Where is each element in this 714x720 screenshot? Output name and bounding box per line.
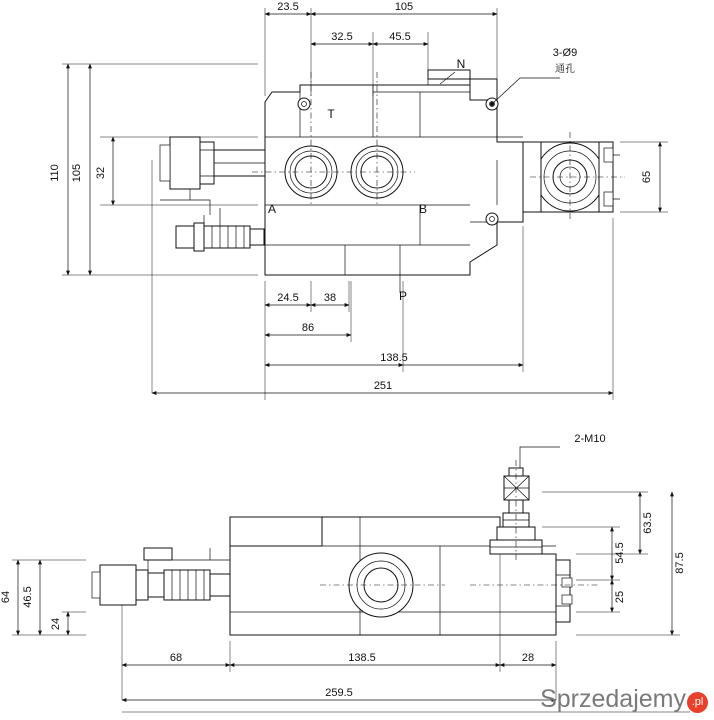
dim-635 [640,492,654,554]
left-coil-side [92,548,230,605]
dim-1385-bottom-text: 138.5 [348,652,376,664]
dim-465-text: 46.5 [22,586,34,608]
dim-105-top [311,1,497,14]
dim-38 [311,292,349,305]
dim-24 [50,612,68,635]
dim-24-text: 24 [50,617,62,631]
note-3-d9-cn: 通孔 [555,64,575,75]
dim-1385-top [265,352,523,365]
dim-1385-bottom [230,652,500,665]
extension-lines-top [265,8,497,96]
dim-28 [500,652,556,665]
dim-455-text: 45.5 [389,31,411,43]
bottom-view-group [0,433,690,712]
dim-65-text: 65 [641,170,653,184]
watermark-badge: .pl [687,692,708,713]
dim-105-left [71,64,90,275]
note-2-m10: 2-M10 [574,433,606,445]
dim-28-text: 28 [521,652,535,664]
port-label-n: N [456,57,466,71]
port-label-b: B [418,202,428,216]
dim-325-text: 32.5 [331,31,353,43]
thread-callout-leader [520,447,560,468]
watermark [540,685,708,714]
dim-110-text: 110 [49,164,61,182]
dim-235-text: 23.5 [277,1,299,13]
dim-635-text: 63.5 [642,512,654,534]
dim-251-text: 251 [373,380,393,392]
dim-110 [49,64,68,275]
dim-325 [311,31,373,44]
dim-32 [95,137,113,205]
dim-465 [22,560,40,635]
left-coil-assembly [160,137,265,251]
dim-86-text: 86 [301,322,315,334]
dim-64 [0,560,18,635]
dim-545 [612,527,626,580]
dim-86 [265,322,351,335]
dim-25-text: 25 [614,590,626,604]
port-label-a: A [267,202,277,216]
dim-68 [122,652,230,665]
dim-2595-text: 259.5 [325,687,353,699]
dim-64-text: 64 [0,590,12,604]
dim-875 [672,492,686,635]
dim-65 [620,142,668,212]
dim-105-top-text: 105 [394,1,414,13]
dim-38-text: 38 [323,292,337,304]
port-label-p: P [398,289,408,303]
dim-245 [265,292,311,305]
dim-32-text: 32 [95,166,107,180]
watermark-text: Sprzedajemy [540,685,686,713]
hole-callout-leader [490,78,560,106]
top-view-group [49,1,668,400]
dim-2595 [122,687,556,700]
dim-545-text: 54.5 [614,542,626,564]
dim-105-left-text: 105 [71,163,83,183]
dim-875-text: 87.5 [674,552,686,574]
dim-455 [373,31,428,44]
note-3-d9: 3-Ø9 [552,47,578,59]
dim-245-text: 24.5 [277,292,299,304]
dim-68-text: 68 [169,652,183,664]
port-label-t: T [327,107,335,121]
dim-235 [265,1,311,14]
dim-1385-top-text: 138.5 [380,352,408,364]
